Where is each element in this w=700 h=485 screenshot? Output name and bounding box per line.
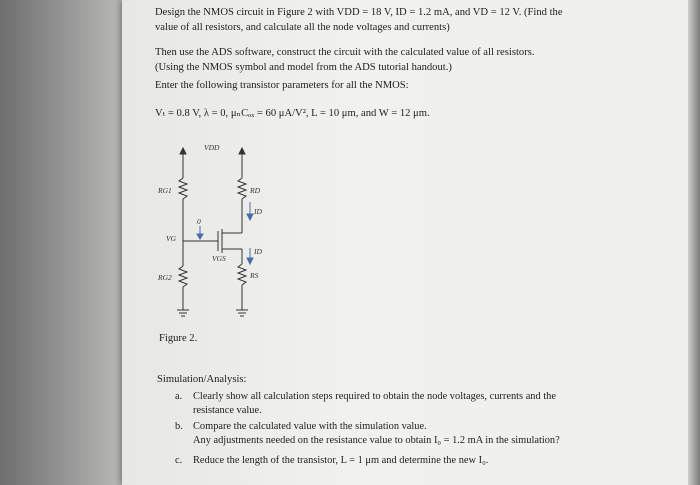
ads-line-2: (Using the NMOS symbol and model from the ADS tutorial handout.)	[155, 62, 452, 73]
sim-item-b-line-1: Compare the calculated value with the simulation value.	[193, 421, 427, 432]
problem-line-2: value of all resistors, and calculate all the node voltages and currents)	[155, 22, 450, 33]
label-vg: VG	[166, 234, 176, 243]
ads-line-1: Then use the ADS software, construct the circuit with the calculated value of all resistors.	[155, 47, 535, 58]
sim-item-c-line-1: Reduce the length of the transistor, L = 1 μm and determine the new I₀.	[193, 455, 489, 466]
circuit-diagram	[150, 138, 280, 328]
vdd-arrow-left	[180, 148, 186, 154]
rg2-resistor	[179, 266, 187, 287]
problem-line-1: Design the NMOS circuit in Figure 2 with VDD = 18 V, ID = 1.2 mA, and VD = 12 V. (Find the	[155, 7, 563, 18]
id-arrowhead-top	[247, 214, 253, 220]
label-id-bottom: ID	[254, 247, 262, 256]
sim-item-c	[175, 454, 613, 468]
sim-item-a	[175, 390, 613, 418]
background-left	[0, 0, 122, 485]
vdd-arrow-right	[239, 148, 245, 154]
sim-item-b-marker: b.	[175, 421, 183, 432]
label-rg1: RG1	[158, 186, 172, 195]
sim-item-b-line-2: Any adjustments needed on the resistance value to obtain I₀ = 1.2 mA in the simulation?	[193, 435, 560, 446]
sim-item-b	[175, 420, 613, 448]
label-rs: RS	[250, 271, 259, 280]
sim-item-a-line-2: resistance value.	[193, 405, 262, 416]
rd-resistor	[238, 178, 246, 199]
rg1-resistor	[179, 178, 187, 199]
label-id-top: ID	[254, 207, 262, 216]
rs-resistor	[238, 264, 246, 285]
sim-item-a-line-1: Clearly show all calculation steps required to obtain the node voltages, currents and the	[193, 391, 556, 402]
id-arrowhead-bottom	[247, 258, 253, 264]
ig-arrowhead	[197, 234, 203, 239]
label-vdd: VDD	[204, 143, 220, 152]
problem-statement	[155, 5, 563, 35]
params-intro: Enter the following transistor parameters for all the NMOS:	[155, 80, 409, 91]
background-right	[688, 0, 700, 485]
transistor-params: Vₜ = 0.8 V, λ = 0, μₙCₒₓ = 60 μA/V², L = 10 μm, and W = 12 μm.	[155, 108, 430, 119]
ads-instructions	[155, 45, 535, 75]
sim-item-c-marker: c.	[175, 455, 183, 466]
figure-caption: Figure 2.	[159, 333, 198, 344]
label-rd: RD	[250, 186, 260, 195]
sim-item-a-marker: a.	[175, 391, 183, 402]
simulation-title: Simulation/Analysis:	[157, 374, 247, 385]
label-rg2: RG2	[158, 273, 172, 282]
label-zero: 0	[197, 217, 201, 226]
label-vgs: VGS	[212, 254, 226, 263]
